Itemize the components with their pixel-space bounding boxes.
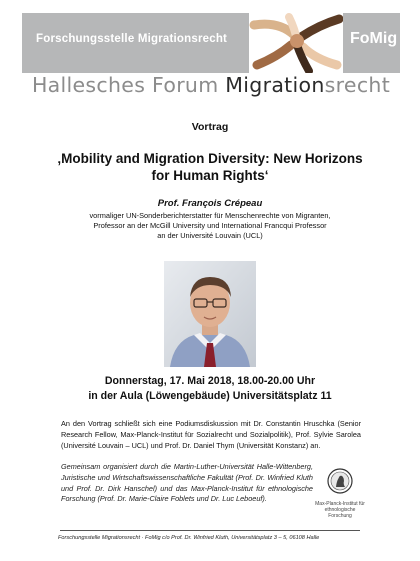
affiliation-line1: vormaliger UN-Sonderberichterstatter für Menschenrechte von Migranten,: [89, 211, 331, 220]
panel-discussion-paragraph: An den Vortrag schließt sich eine Podiumsdiskussion mit Dr. Constantin Hruschka (Senior Research Fellow, Max-Planck-Institut für Sozialrecht und Sozialpolitik), Prof. Sylvie Sarolea (Université Louvain – UCL) und Prof. Dr. Daniel Thym (Universität Konstanz) an.: [61, 419, 361, 450]
forum-title-part2: Migration: [225, 73, 325, 97]
minerva-seal-icon: [327, 468, 353, 494]
mpi-line2: ethnologische Forschung: [324, 507, 356, 519]
institute-name: Forschungsstelle Migrationsrecht: [36, 33, 228, 45]
organizers-paragraph: Gemeinsam organisiert durch die Martin-Luther-Universität Halle-Wittenberg, Juristische und Wirtschaftswissenschaftliche Fakultät (Prof. Dr. Winfried Kluth und Prof. Dr. Dirk Hanschel) und das Max-Planck-Institut für ethnologische Forschung (Prof. Dr. Marie-Claire Foblets und Dr. Luc Leboeuf).: [61, 462, 313, 504]
event-date: Donnerstag, 17. Mai 2018, 18.00-20.00 Uhr: [104, 375, 316, 387]
hands-illustration: [249, 13, 343, 73]
footer-divider: [60, 530, 360, 531]
forum-title-part3: srecht: [324, 73, 391, 97]
footer-address: Forschungsstelle Migrationsrecht · FoMig c/o Prof. Dr. Winfried Kluth, Universitätsplatz 3 – 5, 06108 Halle: [58, 535, 320, 541]
header-banner: [22, 13, 400, 73]
mpi-line1: Max-Planck-Institut für: [315, 501, 365, 507]
header-band-left: [22, 13, 249, 73]
lecture-title: [20, 150, 400, 184]
event-date-location: [20, 374, 400, 404]
speaker-affiliation: [20, 211, 400, 241]
event-type: Vortrag: [191, 121, 229, 133]
joined-hands-image: [249, 13, 343, 73]
affiliation-line2: Professor an der McGill University und International Francqui Professor: [93, 221, 327, 230]
forum-title-part1: Hallesches Forum: [31, 73, 226, 97]
event-location: in der Aula (Löwengebäude) Universitätsplatz 11: [88, 390, 332, 402]
speaker-photo: [164, 261, 256, 367]
lecture-title-line1: ‚Mobility and Migration Diversity: New Horizons: [57, 151, 363, 166]
lecture-title-line2: for Human Rights‘: [151, 168, 269, 183]
affiliation-line3: an der Université Louvain (UCL): [157, 231, 263, 240]
forum-title: [22, 73, 400, 97]
speaker-portrait: [164, 261, 256, 367]
fomig-logo-text: FoMig: [350, 30, 398, 47]
header-band-right: [343, 13, 400, 73]
max-planck-logo: [315, 468, 365, 519]
speaker-name: Prof. François Crépeau: [157, 198, 263, 209]
